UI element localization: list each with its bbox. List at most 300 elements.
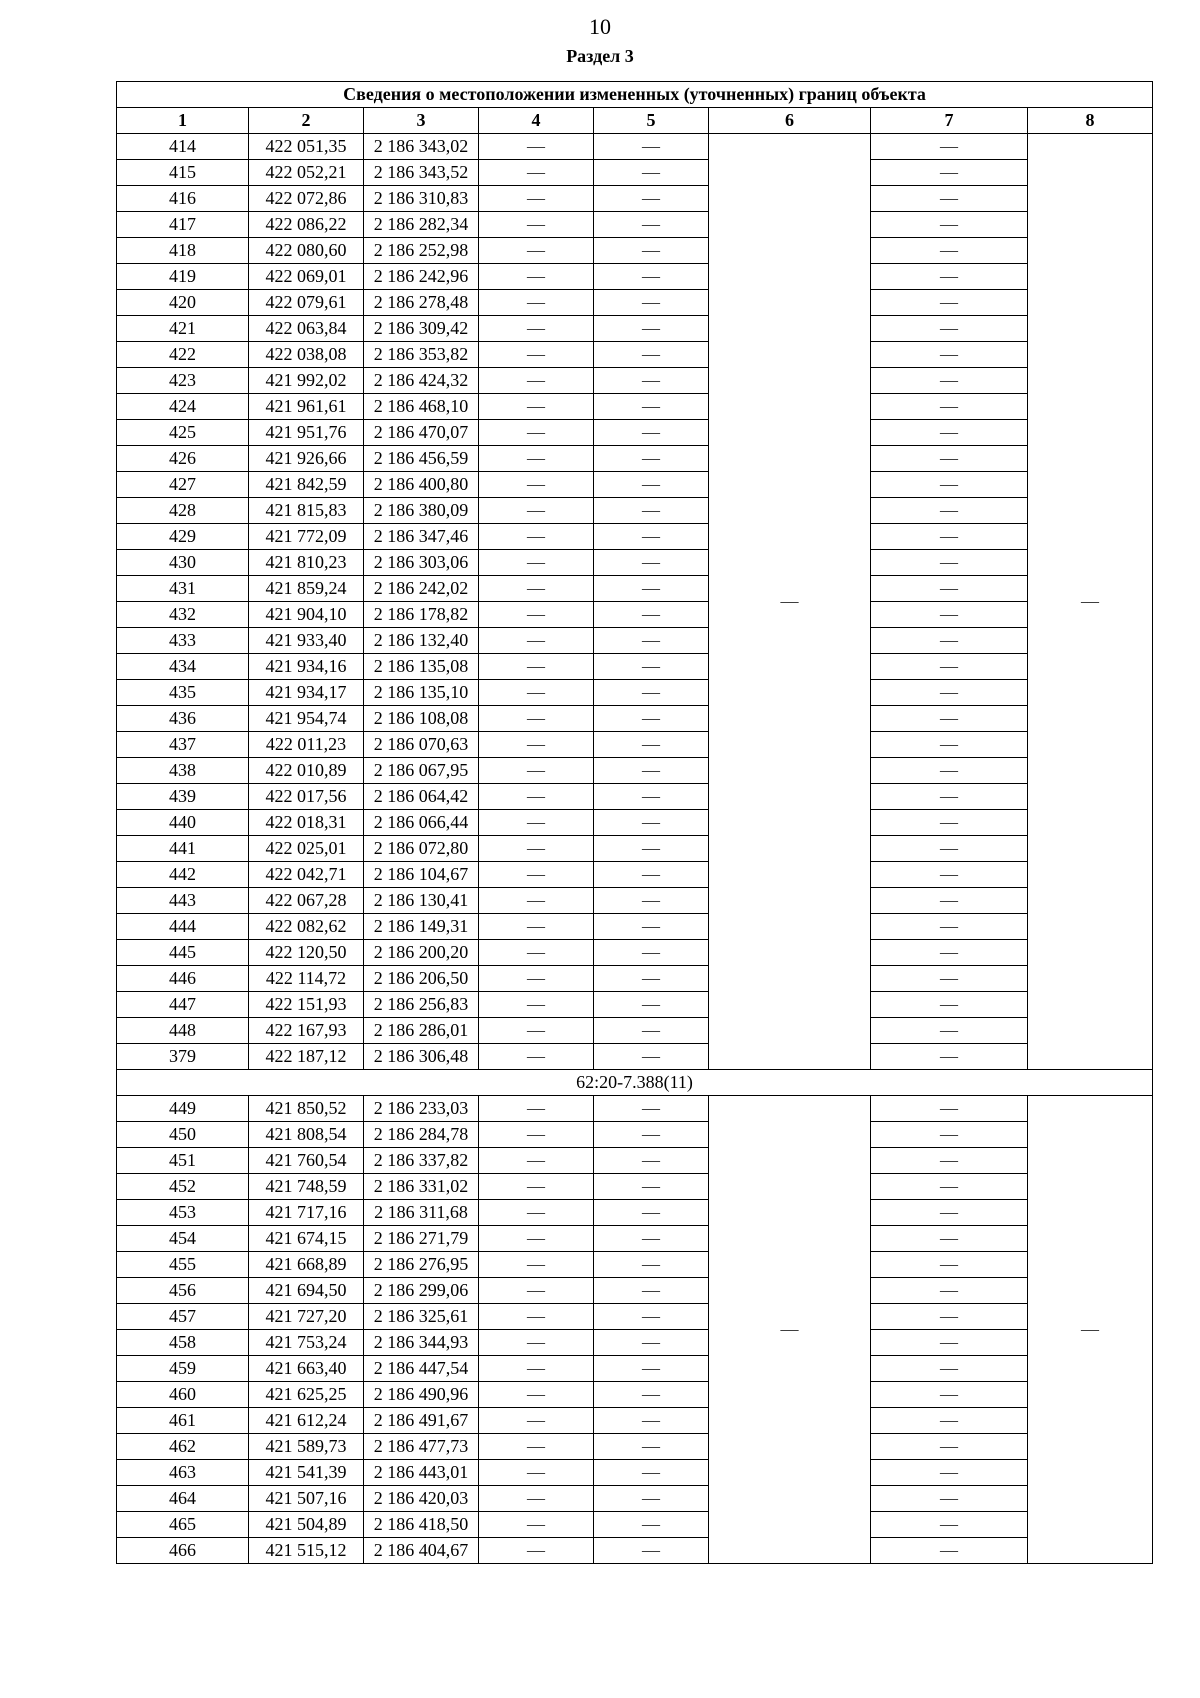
table-row [117,1408,1153,1434]
column-4-cell: — [479,342,594,368]
y-coordinate-cell: 2 186 066,44 [364,810,479,836]
x-coordinate-cell: 421 727,20 [249,1304,364,1330]
x-coordinate-cell: 422 151,93 [249,992,364,1018]
column-4-cell: — [479,1278,594,1304]
table-row [117,498,1153,524]
y-coordinate-cell: 2 186 242,96 [364,264,479,290]
point-number-cell: 442 [117,862,249,888]
column-4-cell: — [479,316,594,342]
table-row [117,1018,1153,1044]
column-5-cell: — [594,420,709,446]
point-number-cell: 456 [117,1278,249,1304]
x-coordinate-cell: 422 038,08 [249,342,364,368]
column-5-cell: — [594,1330,709,1356]
column-5-cell: — [594,316,709,342]
y-coordinate-cell: 2 186 309,42 [364,316,479,342]
column-5-cell: — [594,368,709,394]
column-4-cell: — [479,160,594,186]
table-row [117,1096,1153,1122]
column-5-cell: — [594,1148,709,1174]
table-row [117,1252,1153,1278]
column-7-cell: — [871,1434,1028,1460]
column-7-cell: — [871,446,1028,472]
column-4-cell: — [479,784,594,810]
x-coordinate-cell: 422 063,84 [249,316,364,342]
column-4-cell: — [479,1356,594,1382]
table-row [117,524,1153,550]
x-coordinate-cell: 421 954,74 [249,706,364,732]
point-number-cell: 416 [117,186,249,212]
column-7-cell: — [871,1330,1028,1356]
group-label: 62:20-7.388(11) [117,1070,1153,1096]
column-7-cell: — [871,732,1028,758]
column-7-cell: — [871,1148,1028,1174]
table-row [117,1122,1153,1148]
y-coordinate-cell: 2 186 067,95 [364,758,479,784]
point-number-cell: 439 [117,784,249,810]
y-coordinate-cell: 2 186 418,50 [364,1512,479,1538]
column-5-cell: — [594,1252,709,1278]
point-number-cell: 450 [117,1122,249,1148]
column-5-cell: — [594,576,709,602]
y-coordinate-cell: 2 186 104,67 [364,862,479,888]
column-header: 1 [117,108,249,134]
y-coordinate-cell: 2 186 337,82 [364,1148,479,1174]
column-5-cell: — [594,862,709,888]
x-coordinate-cell: 421 926,66 [249,446,364,472]
column-header-row [117,108,1153,134]
x-coordinate-cell: 421 625,25 [249,1382,364,1408]
column-7-cell: — [871,836,1028,862]
column-4-cell: — [479,550,594,576]
column-7-cell: — [871,1174,1028,1200]
column-7-cell: — [871,966,1028,992]
column-4-cell: — [479,1200,594,1226]
column-7-cell: — [871,576,1028,602]
column-5-cell: — [594,264,709,290]
x-coordinate-cell: 421 589,73 [249,1434,364,1460]
point-number-cell: 445 [117,940,249,966]
column-7-cell: — [871,1356,1028,1382]
x-coordinate-cell: 421 753,24 [249,1330,364,1356]
column-4-cell: — [479,134,594,160]
column-4-cell: — [479,524,594,550]
point-number-cell: 444 [117,914,249,940]
column-5-cell: — [594,966,709,992]
column-7-cell: — [871,810,1028,836]
column-4-cell: — [479,732,594,758]
column-header: 3 [364,108,479,134]
column-5-cell: — [594,1174,709,1200]
x-coordinate-cell: 422 010,89 [249,758,364,784]
column-4-cell: — [479,1434,594,1460]
x-coordinate-cell: 421 760,54 [249,1148,364,1174]
point-number-cell: 420 [117,290,249,316]
column-7-cell: — [871,1018,1028,1044]
column-7-cell: — [871,498,1028,524]
column-7-cell: — [871,1122,1028,1148]
column-5-cell: — [594,1200,709,1226]
point-number-cell: 462 [117,1434,249,1460]
column-5-cell: — [594,394,709,420]
column-4-cell: — [479,992,594,1018]
column-5-cell: — [594,160,709,186]
point-number-cell: 451 [117,1148,249,1174]
table-row [117,1174,1153,1200]
point-number-cell: 432 [117,602,249,628]
x-coordinate-cell: 421 748,59 [249,1174,364,1200]
column-4-cell: — [479,238,594,264]
x-coordinate-cell: 421 674,15 [249,1226,364,1252]
column-7-cell: — [871,368,1028,394]
x-coordinate-cell: 421 504,89 [249,1512,364,1538]
column-4-cell: — [479,1252,594,1278]
column-4-cell: — [479,1044,594,1070]
column-7-cell: — [871,1096,1028,1122]
x-coordinate-cell: 421 808,54 [249,1122,364,1148]
column-7-cell: — [871,550,1028,576]
x-coordinate-cell: 421 612,24 [249,1408,364,1434]
column-8-merged-cell: — [1028,134,1153,1070]
y-coordinate-cell: 2 186 206,50 [364,966,479,992]
y-coordinate-cell: 2 186 380,09 [364,498,479,524]
column-header: 6 [709,108,871,134]
point-number-cell: 446 [117,966,249,992]
column-7-cell: — [871,602,1028,628]
column-4-cell: — [479,914,594,940]
column-4-cell: — [479,680,594,706]
y-coordinate-cell: 2 186 311,68 [364,1200,479,1226]
y-coordinate-cell: 2 186 070,63 [364,732,479,758]
y-coordinate-cell: 2 186 310,83 [364,186,479,212]
column-7-cell: — [871,1226,1028,1252]
x-coordinate-cell: 422 051,35 [249,134,364,160]
x-coordinate-cell: 422 042,71 [249,862,364,888]
column-6-merged-cell: — [709,134,871,1070]
point-number-cell: 433 [117,628,249,654]
column-4-cell: — [479,212,594,238]
column-4-cell: — [479,186,594,212]
x-coordinate-cell: 422 072,86 [249,186,364,212]
table-row [117,368,1153,394]
x-coordinate-cell: 421 541,39 [249,1460,364,1486]
column-5-cell: — [594,914,709,940]
column-5-cell: — [594,1096,709,1122]
y-coordinate-cell: 2 186 233,03 [364,1096,479,1122]
table-row [117,654,1153,680]
table-row [117,992,1153,1018]
y-coordinate-cell: 2 186 242,02 [364,576,479,602]
point-number-cell: 425 [117,420,249,446]
column-4-cell: — [479,1538,594,1564]
column-4-cell: — [479,472,594,498]
x-coordinate-cell: 422 082,62 [249,914,364,940]
table-row [117,680,1153,706]
column-7-cell: — [871,1200,1028,1226]
column-7-cell: — [871,1538,1028,1564]
column-5-cell: — [594,654,709,680]
table-row [117,186,1153,212]
column-5-cell: — [594,1304,709,1330]
column-5-cell: — [594,602,709,628]
table-row [117,134,1153,160]
x-coordinate-cell: 422 079,61 [249,290,364,316]
x-coordinate-cell: 422 069,01 [249,264,364,290]
point-number-cell: 426 [117,446,249,472]
column-5-cell: — [594,628,709,654]
point-number-cell: 466 [117,1538,249,1564]
column-7-cell: — [871,212,1028,238]
table-row [117,290,1153,316]
point-number-cell: 430 [117,550,249,576]
table-row [117,1512,1153,1538]
column-4-cell: — [479,1382,594,1408]
table-row [117,836,1153,862]
x-coordinate-cell: 421 507,16 [249,1486,364,1512]
column-7-cell: — [871,784,1028,810]
y-coordinate-cell: 2 186 303,06 [364,550,479,576]
y-coordinate-cell: 2 186 132,40 [364,628,479,654]
column-7-cell: — [871,1512,1028,1538]
table-row [117,550,1153,576]
column-7-cell: — [871,758,1028,784]
column-4-cell: — [479,888,594,914]
table-row [117,940,1153,966]
column-5-cell: — [594,134,709,160]
column-5-cell: — [594,1512,709,1538]
column-7-cell: — [871,1044,1028,1070]
x-coordinate-cell: 422 052,21 [249,160,364,186]
point-number-cell: 423 [117,368,249,394]
table-row [117,420,1153,446]
y-coordinate-cell: 2 186 344,93 [364,1330,479,1356]
column-4-cell: — [479,394,594,420]
column-4-cell: — [479,706,594,732]
table-row [117,576,1153,602]
column-7-cell: — [871,394,1028,420]
point-number-cell: 437 [117,732,249,758]
column-5-cell: — [594,706,709,732]
column-7-cell: — [871,524,1028,550]
column-7-cell: — [871,1486,1028,1512]
table-row [117,472,1153,498]
y-coordinate-cell: 2 186 286,01 [364,1018,479,1044]
x-coordinate-cell: 421 961,61 [249,394,364,420]
point-number-cell: 418 [117,238,249,264]
point-number-cell: 455 [117,1252,249,1278]
point-number-cell: 422 [117,342,249,368]
y-coordinate-cell: 2 186 178,82 [364,602,479,628]
column-5-cell: — [594,238,709,264]
column-7-cell: — [871,628,1028,654]
y-coordinate-cell: 2 186 343,52 [364,160,479,186]
column-4-cell: — [479,602,594,628]
table-row [117,966,1153,992]
y-coordinate-cell: 2 186 353,82 [364,342,479,368]
x-coordinate-cell: 422 017,56 [249,784,364,810]
column-6-merged-cell: — [709,1096,871,1564]
section-title: Раздел 3 [566,46,634,66]
column-5-cell: — [594,732,709,758]
column-4-cell: — [479,1174,594,1200]
column-5-cell: — [594,1356,709,1382]
column-7-cell: — [871,342,1028,368]
column-5-cell: — [594,940,709,966]
y-coordinate-cell: 2 186 456,59 [364,446,479,472]
point-number-cell: 453 [117,1200,249,1226]
column-4-cell: — [479,498,594,524]
y-coordinate-cell: 2 186 468,10 [364,394,479,420]
point-number-cell: 448 [117,1018,249,1044]
x-coordinate-cell: 421 668,89 [249,1252,364,1278]
column-4-cell: — [479,758,594,784]
column-4-cell: — [479,966,594,992]
x-coordinate-cell: 421 694,50 [249,1278,364,1304]
column-4-cell: — [479,654,594,680]
point-number-cell: 415 [117,160,249,186]
y-coordinate-cell: 2 186 135,10 [364,680,479,706]
column-5-cell: — [594,810,709,836]
y-coordinate-cell: 2 186 130,41 [364,888,479,914]
point-number-cell: 434 [117,654,249,680]
y-coordinate-cell: 2 186 420,03 [364,1486,479,1512]
column-7-cell: — [871,706,1028,732]
point-number-cell: 435 [117,680,249,706]
column-5-cell: — [594,186,709,212]
column-5-cell: — [594,758,709,784]
y-coordinate-cell: 2 186 347,46 [364,524,479,550]
y-coordinate-cell: 2 186 256,83 [364,992,479,1018]
column-7-cell: — [871,680,1028,706]
column-5-cell: — [594,1434,709,1460]
x-coordinate-cell: 421 842,59 [249,472,364,498]
column-7-cell: — [871,940,1028,966]
point-number-cell: 428 [117,498,249,524]
column-4-cell: — [479,290,594,316]
column-4-cell: — [479,862,594,888]
column-7-cell: — [871,238,1028,264]
column-5-cell: — [594,1382,709,1408]
table-row [117,914,1153,940]
point-number-cell: 379 [117,1044,249,1070]
y-coordinate-cell: 2 186 424,32 [364,368,479,394]
column-5-cell: — [594,1538,709,1564]
column-7-cell: — [871,264,1028,290]
y-coordinate-cell: 2 186 271,79 [364,1226,479,1252]
column-7-cell: — [871,1252,1028,1278]
column-header: 7 [871,108,1028,134]
table-row [117,1538,1153,1564]
point-number-cell: 424 [117,394,249,420]
table-row [117,1486,1153,1512]
y-coordinate-cell: 2 186 149,31 [364,914,479,940]
y-coordinate-cell: 2 186 278,48 [364,290,479,316]
table-row [117,1382,1153,1408]
point-number-cell: 452 [117,1174,249,1200]
y-coordinate-cell: 2 186 064,42 [364,784,479,810]
table-row [117,862,1153,888]
y-coordinate-cell: 2 186 325,61 [364,1304,479,1330]
table-row [117,1148,1153,1174]
column-5-cell: — [594,472,709,498]
column-4-cell: — [479,368,594,394]
column-5-cell: — [594,1044,709,1070]
column-5-cell: — [594,1278,709,1304]
point-number-cell: 454 [117,1226,249,1252]
column-7-cell: — [871,1304,1028,1330]
point-number-cell: 414 [117,134,249,160]
column-5-cell: — [594,1408,709,1434]
x-coordinate-cell: 422 067,28 [249,888,364,914]
column-4-cell: — [479,1304,594,1330]
point-number-cell: 447 [117,992,249,1018]
column-7-cell: — [871,1460,1028,1486]
column-4-cell: — [479,836,594,862]
x-coordinate-cell: 422 011,23 [249,732,364,758]
column-4-cell: — [479,1018,594,1044]
x-coordinate-cell: 422 120,50 [249,940,364,966]
column-4-cell: — [479,1330,594,1356]
x-coordinate-cell: 421 515,12 [249,1538,364,1564]
table-row [117,732,1153,758]
column-4-cell: — [479,1096,594,1122]
column-5-cell: — [594,524,709,550]
column-7-cell: — [871,914,1028,940]
column-5-cell: — [594,446,709,472]
column-4-cell: — [479,1148,594,1174]
y-coordinate-cell: 2 186 306,48 [364,1044,479,1070]
column-4-cell: — [479,1226,594,1252]
column-5-cell: — [594,342,709,368]
column-7-cell: — [871,888,1028,914]
table-row [117,342,1153,368]
column-4-cell: — [479,810,594,836]
x-coordinate-cell: 421 992,02 [249,368,364,394]
group-label-row [117,1070,1153,1096]
point-number-cell: 440 [117,810,249,836]
column-7-cell: — [871,1408,1028,1434]
x-coordinate-cell: 422 080,60 [249,238,364,264]
y-coordinate-cell: 2 186 282,34 [364,212,479,238]
point-number-cell: 457 [117,1304,249,1330]
y-coordinate-cell: 2 186 276,95 [364,1252,479,1278]
column-7-cell: — [871,654,1028,680]
table-body [117,134,1153,1564]
column-7-cell: — [871,290,1028,316]
table-row [117,160,1153,186]
point-number-cell: 461 [117,1408,249,1434]
x-coordinate-cell: 421 810,23 [249,550,364,576]
table-row [117,394,1153,420]
point-number-cell: 460 [117,1382,249,1408]
table-row [117,784,1153,810]
table-row [117,1044,1153,1070]
point-number-cell: 464 [117,1486,249,1512]
y-coordinate-cell: 2 186 284,78 [364,1122,479,1148]
column-8-merged-cell: — [1028,1096,1153,1564]
column-5-cell: — [594,888,709,914]
y-coordinate-cell: 2 186 331,02 [364,1174,479,1200]
column-header: 5 [594,108,709,134]
table-row [117,264,1153,290]
column-4-cell: — [479,1408,594,1434]
table-row [117,1356,1153,1382]
table-row [117,1434,1153,1460]
point-number-cell: 438 [117,758,249,784]
y-coordinate-cell: 2 186 400,80 [364,472,479,498]
table-row [117,212,1153,238]
y-coordinate-cell: 2 186 343,02 [364,134,479,160]
